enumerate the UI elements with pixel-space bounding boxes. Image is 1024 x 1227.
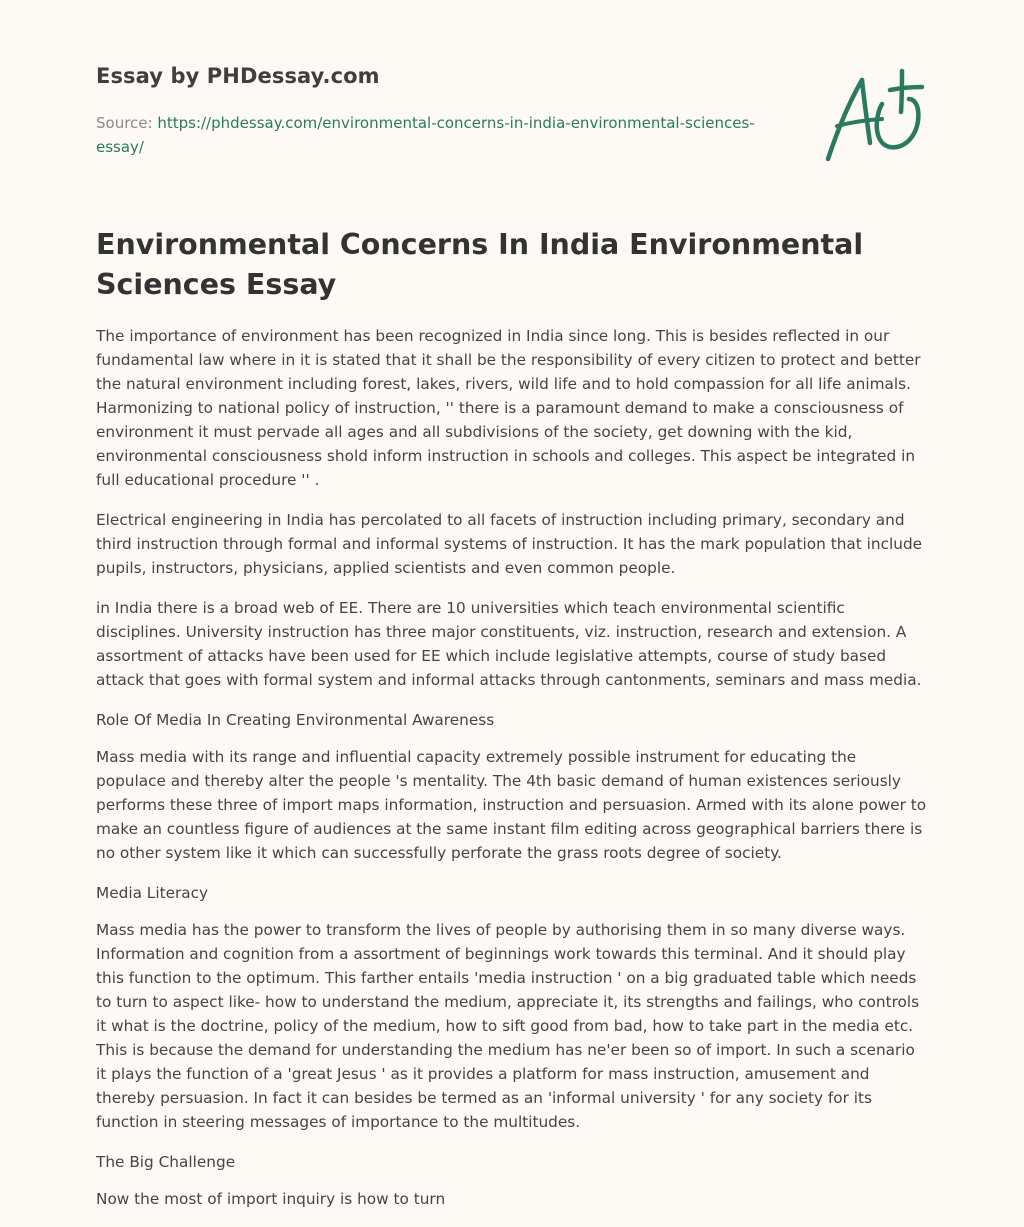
paragraph: Mass media has the power to transform the lives of people by authorising them in so many diverse ways. Information and cognition from a assortment of beginnings work towards this terminal. And it should play this function to the optimum. This farther entails 'media instruction ' on a big graduated table which needs to turn to aspect like- how to understand the medium, appreciate it, its strengths and failings, who controls it what is the doctrine, policy of the medium, how to sift good from bad, how to take part in the media etc. This is because the demand for understanding the medium has ne'er been so of import. In such a scenario it plays the function of a 'great Jesus ' as it provides a platform for mass instruction, amusement and thereby persuasion. In fact it can besides be termed as an 'informal university ' for any society for its function in steering messages of importance to the multitudes. — [96, 921, 920, 1131]
paragraph: Mass media with its range and influential capacity extremely possible instrument for educating the populace and thereby alter the people 's mentality. The 4th basic demand of human existences seriously performs these three of import maps information, instruction and persuasion. Armed with its alone power to make an countless figure of audiences at the same instant film editing across geographical barriers there is no other system like it which can successfully perforate the grass roots degree of society. — [96, 748, 927, 862]
paragraph: Electrical engineering in India has percolated to all facets of instruction including primary, secondary and third instruction through formal and informal systems of instruction. It has the mark population that include pupils, instructors, physicians, applied scientists and even common people. — [96, 511, 923, 577]
section-heading: Media Literacy — [96, 884, 209, 902]
a-plus-logo-icon — [822, 66, 926, 166]
essay-title: Environmental Concerns In India Environmental Sciences Essay — [96, 228, 864, 301]
section-heading: Role Of Media In Creating Environmental Awareness — [96, 711, 495, 729]
source-link[interactable]: https://phdessay.com/environmental-concerns-in-india-environmental-sciences-essay/ — [96, 114, 755, 156]
section-heading: The Big Challenge — [96, 1153, 236, 1171]
paragraph: The importance of environment has been recognized in India since long. This is besides reflected in our fundamental law where in it is stated that it shall be the responsibility of every citizen to protect and better the natural environment including forest, lakes, rivers, wild life and to hold compassion for all life animals. Harmonizing to national policy of instruction, '' there is a paramount demand to make a consciousness of environment it must pervade all ages and all subdivisions of the society, get downing with the kid, environmental consciousness shold inform instruction in schools and colleges. This aspect be integrated in full educational procedure '' . — [96, 327, 921, 489]
paragraph: Now the most of import inquiry is how to turn — [96, 1190, 446, 1208]
paragraph: in India there is a broad web of EE. There are 10 universities which teach environmental scientific disciplines. University instruction has three major constituents, viz. instruction, research and extension. A assortment of attacks have been used for EE which include legislative attempts, course of study based attack that goes with formal system and informal attacks through cantonments, seminars and mass media. — [96, 599, 922, 689]
source-line — [96, 111, 756, 159]
source-label: Source: — [96, 114, 158, 132]
site-title: Essay by PHDessay.com — [96, 64, 380, 88]
essay-body — [96, 324, 928, 1227]
